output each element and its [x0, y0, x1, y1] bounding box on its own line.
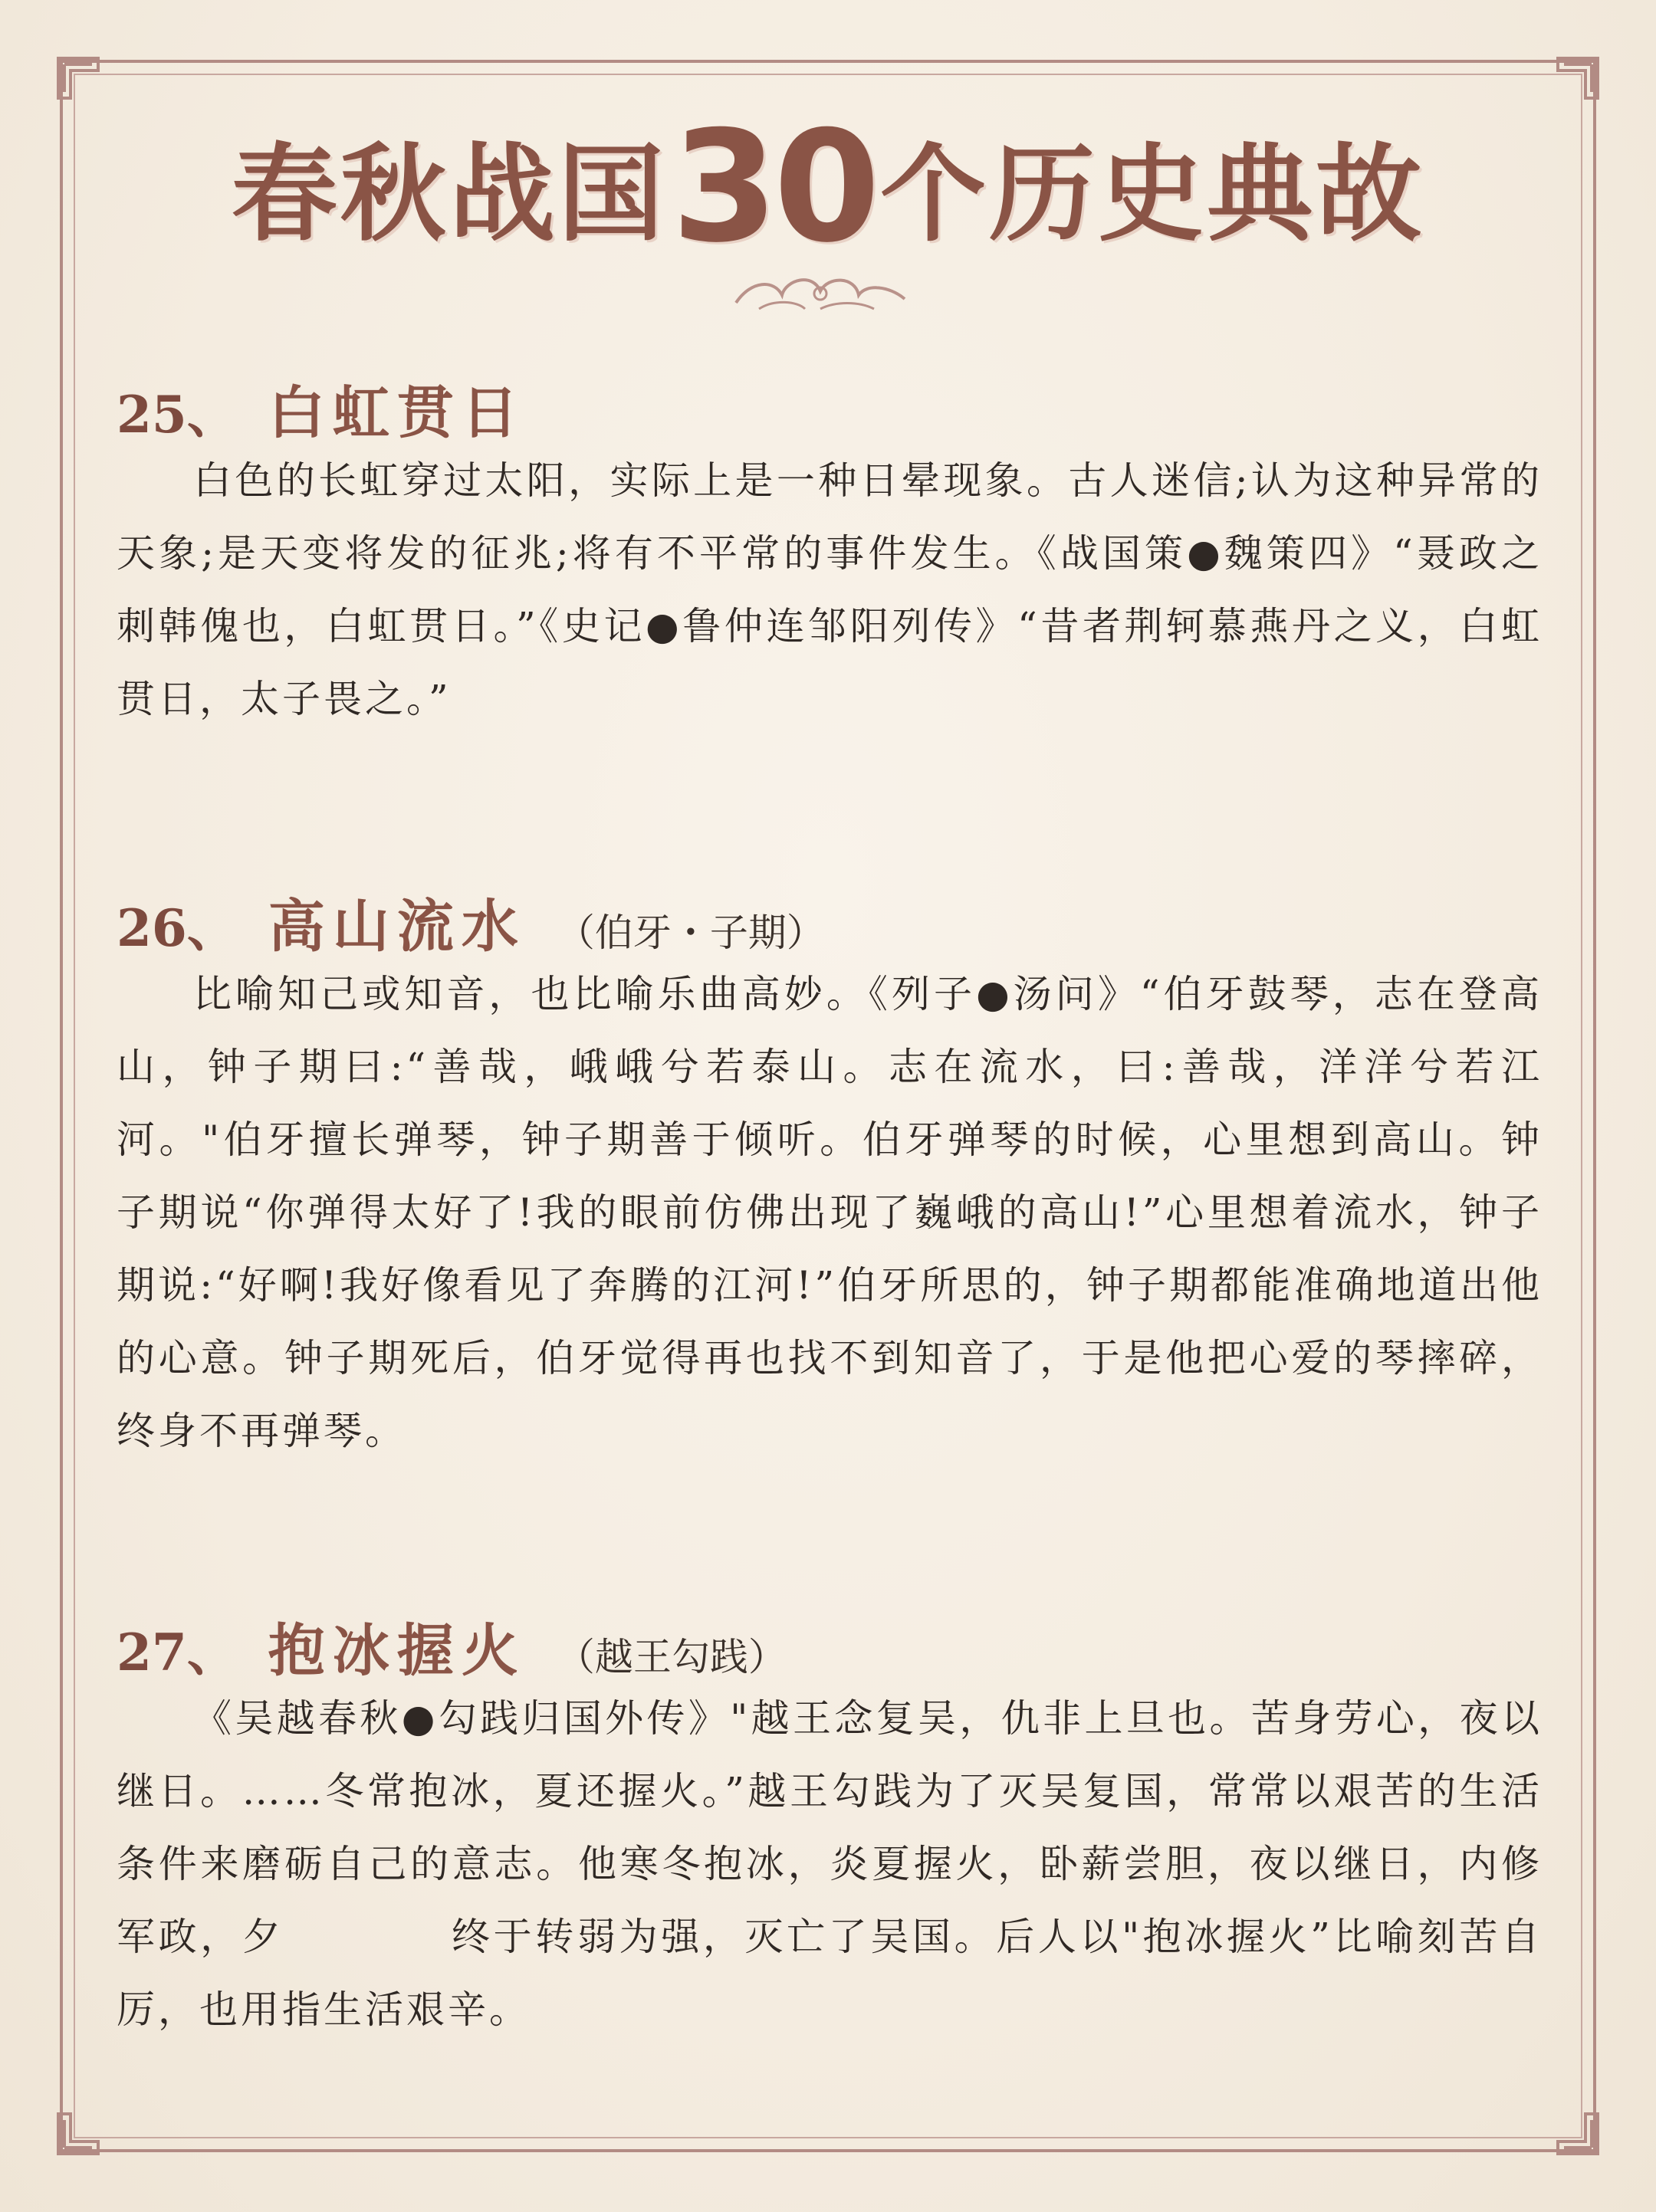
section-body: 白色的长虹穿过太阳，实际上是一种日晕现象。古人迷信;认为这种异常的天象;是天变将发的征兆;将有不平常的事件发生。《战国策●魏策四》“聂政之刺韩傀也，白虹贯日。”《史记●鲁仲连邹阳列传》“昔者荆轲慕燕丹之义，白虹贯日，太子畏之。”: [117, 458, 1543, 721]
title-prefix: 春秋战国: [231, 133, 667, 256]
section-title: 白虹贯日: [268, 380, 526, 446]
section-number: 25: [117, 385, 187, 445]
section-25: [117, 368, 1543, 736]
section-separator: 、: [186, 385, 238, 445]
section-26: [117, 881, 1543, 1468]
section-title: 抱冰握火: [268, 1618, 526, 1684]
section-body: 比喻知己或知音，也比喻乐曲高妙。《列子●汤问》“伯牙鼓琴，志在登高山，钟子期曰:“善哉，峨峨兮若泰山。志在流水，曰:善哉，洋洋兮若江河。"伯牙擅长弹琴，钟子期善于倾听。伯牙弹琴的时候，心里想到高山。钟子期说“你弹得太好了!我的眼前仿佛出现了巍峨的高山!”心里想着流水，钟子期说:“好啊!我好像看见了奔腾的江河!”伯牙所思的，钟子期都能准确地道出他的心意。钟子期死后，伯牙觉得再也找不到知音了，于是他把心爱的琴摔碎，终身不再弹琴。: [117, 972, 1543, 1453]
section-title: 高山流水: [268, 894, 526, 960]
section-separator: 、: [186, 898, 238, 958]
frame-corner-icon: [55, 2111, 101, 2157]
section-heading: [117, 881, 1543, 958]
section-27: [117, 1606, 1543, 2046]
title-number: 30: [671, 98, 876, 277]
section-separator: 、: [186, 1623, 238, 1682]
frame-corner-icon: [55, 55, 101, 101]
section-heading: [117, 1606, 1543, 1682]
section-subtitle: （伯牙・子期）: [556, 911, 825, 955]
frame-corner-icon: [1555, 55, 1601, 101]
section-number: 26: [117, 898, 187, 958]
title-suffix: 个历史典故: [880, 133, 1425, 256]
section-body: 《吴越春秋●勾践归国外传》"越王念复吴，仇非上旦也。苦身劳心，夜以继日。……冬常抱冰，夏还握火。”越王勾践为了灭吴复国，常常以艰苦的生活条件来磨砺自己的意志。他寒冬抱冰，炎夏握火，卧薪尝胆，夜以继日，内修军政，夕 终于转弱为强，灭亡了吴国。后人以"抱冰握火”比喻刻苦自厉，也用指生活艰辛。: [117, 1696, 1543, 2032]
frame-corner-icon: [1555, 2111, 1601, 2157]
section-heading: [117, 368, 1543, 445]
cloud-ornament-icon: [728, 264, 912, 318]
page-title: [0, 98, 1656, 277]
section-subtitle: （越王勾践）: [556, 1635, 787, 1679]
section-number: 27: [117, 1623, 187, 1682]
